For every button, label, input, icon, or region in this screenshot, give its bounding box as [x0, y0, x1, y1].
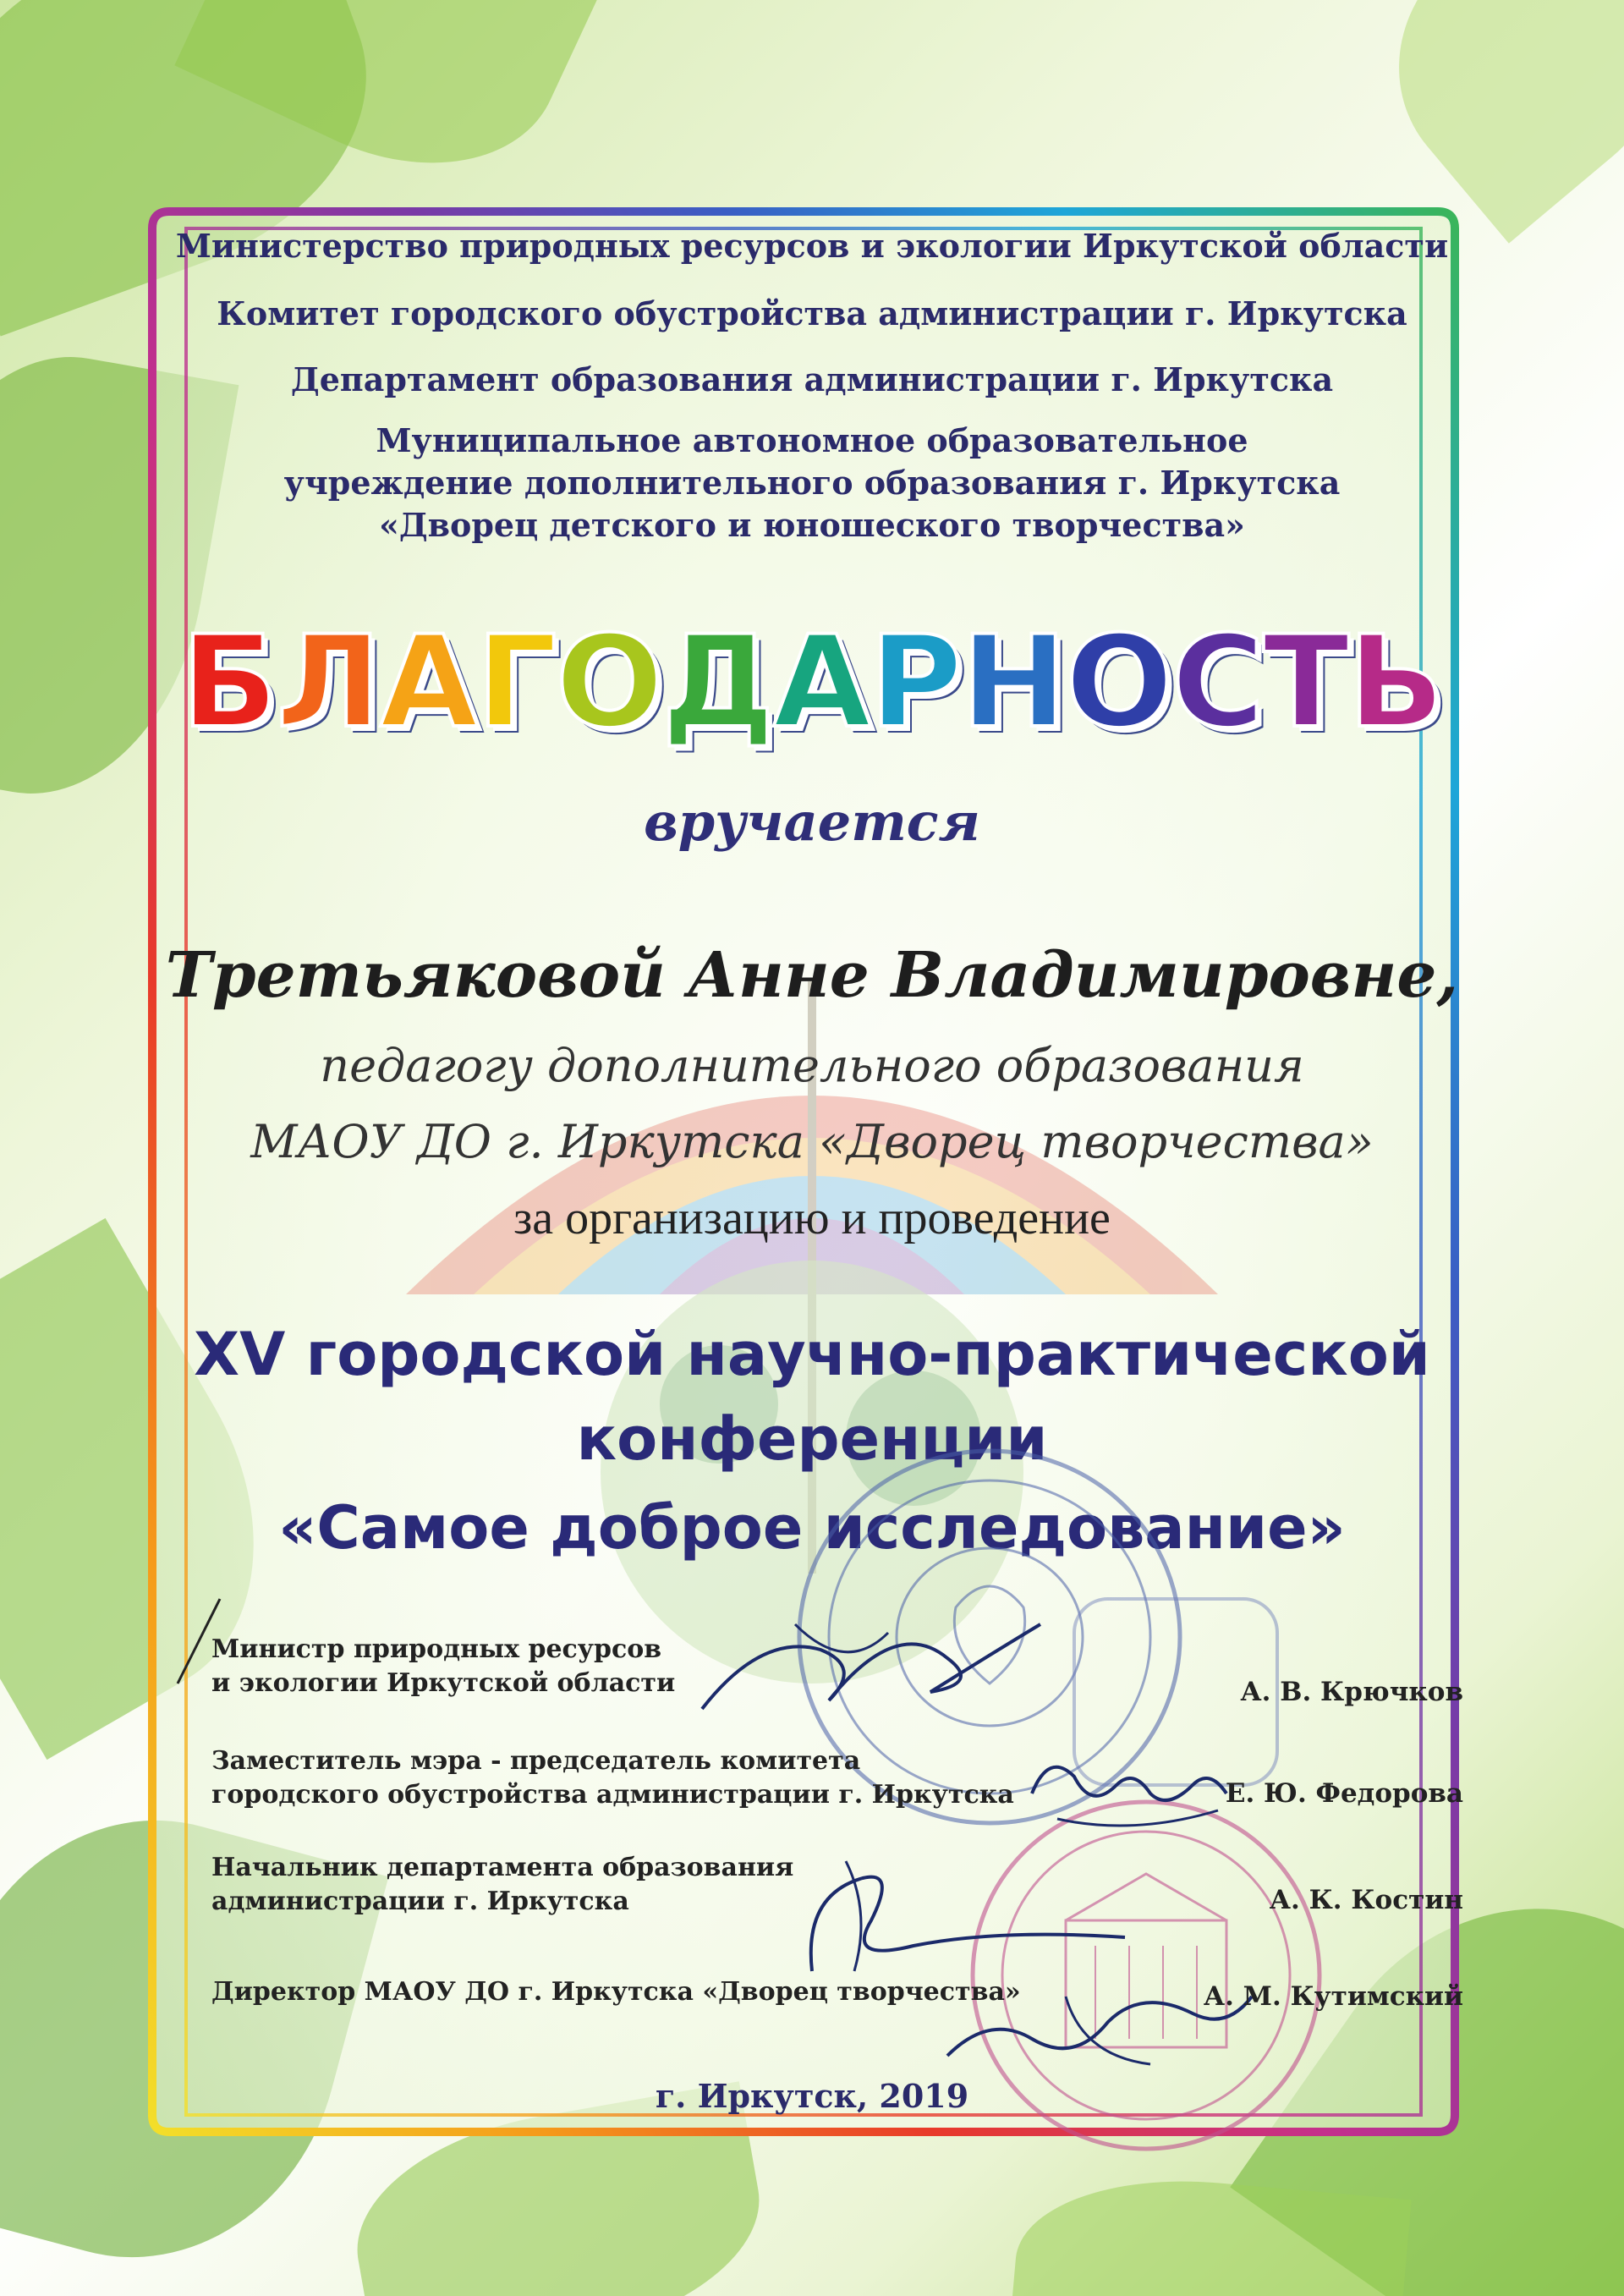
signatory-3-title-line1: Начальник департамента образования	[211, 1853, 794, 1882]
conference-title-line3: «Самое доброе исследование»	[278, 1493, 1346, 1563]
signatory-1-name: А. В. Крючков	[1240, 1677, 1463, 1707]
signatory-2-title	[211, 1744, 1014, 1812]
signatory-1-title-line2: и экологии Иркутской области	[211, 1668, 676, 1698]
signatory-4-title	[211, 1975, 1021, 2009]
title-letter: А	[380, 609, 477, 756]
signatory-1-title	[211, 1633, 675, 1700]
signatory-2-title-line2: городского обустройства администрации г. Иркутска	[211, 1780, 1014, 1810]
signatory-3-title-line2: администрации г. Иркутска	[211, 1887, 629, 1916]
conference-title-line1: XV городской научно-практической	[194, 1320, 1430, 1389]
header-department: Департамент образования администрации г. Иркутска	[290, 360, 1334, 398]
title-letter: Д	[661, 609, 773, 756]
signatory-3-title	[211, 1851, 793, 1919]
header-institution-line2: учреждение дополнительного образования г. Иркутска	[283, 464, 1341, 502]
signatory-1-title-line1: Министр природных ресурсов	[211, 1634, 662, 1664]
signatory-2-title-line1: Заместитель мэра - председатель комитета	[211, 1746, 861, 1776]
conference-title-line2: конференции	[576, 1404, 1048, 1474]
title-letter: Ь	[1347, 609, 1443, 756]
awarded-label: вручается	[644, 791, 980, 853]
title-letter: Л	[276, 609, 381, 756]
title-letter: А	[772, 609, 870, 756]
city-year: г. Иркутск, 2019	[655, 2077, 969, 2115]
recipient-name: Третьяковой Анне Владимировне,	[165, 939, 1459, 1012]
recipient-position: педагогу дополнительного образования	[320, 1039, 1304, 1092]
header-ministry: Министерство природных ресурсов и экологии Иркутской области	[175, 227, 1449, 265]
signatory-3-name: А. К. Костин	[1269, 1885, 1463, 1915]
header-committee: Комитет городского обустройства администрации г. Иркутска	[217, 294, 1407, 332]
title-letter: Р	[870, 609, 961, 756]
header-institution-line3: «Дворец детского и юношеского творчества»	[379, 506, 1245, 544]
signatory-4-title-line1: Директор МАОУ ДО г. Иркутска «Дворец творчества»	[211, 1977, 1021, 2007]
title-letter: С	[1171, 609, 1264, 756]
award-reason: за организацию и проведение	[513, 1192, 1111, 1244]
signatory-2-name: Е. Ю. Федорова	[1225, 1778, 1463, 1809]
signatory-4-name: А. М. Кутимский	[1203, 1981, 1463, 2012]
signature-minister	[694, 1599, 1049, 1726]
title-letter: Н	[960, 609, 1066, 756]
title-letter: О	[1065, 609, 1172, 756]
title-letter: Б	[181, 609, 277, 756]
recipient-organization: МАОУ ДО г. Иркутска «Дворец творчества»	[250, 1115, 1374, 1168]
certificate-title	[0, 609, 1624, 756]
title-letter: О	[555, 609, 662, 756]
title-letter: Г	[476, 609, 556, 756]
header-institution-line1: Муниципальное автономное образовательное	[376, 421, 1248, 459]
title-letter: Т	[1263, 609, 1348, 756]
